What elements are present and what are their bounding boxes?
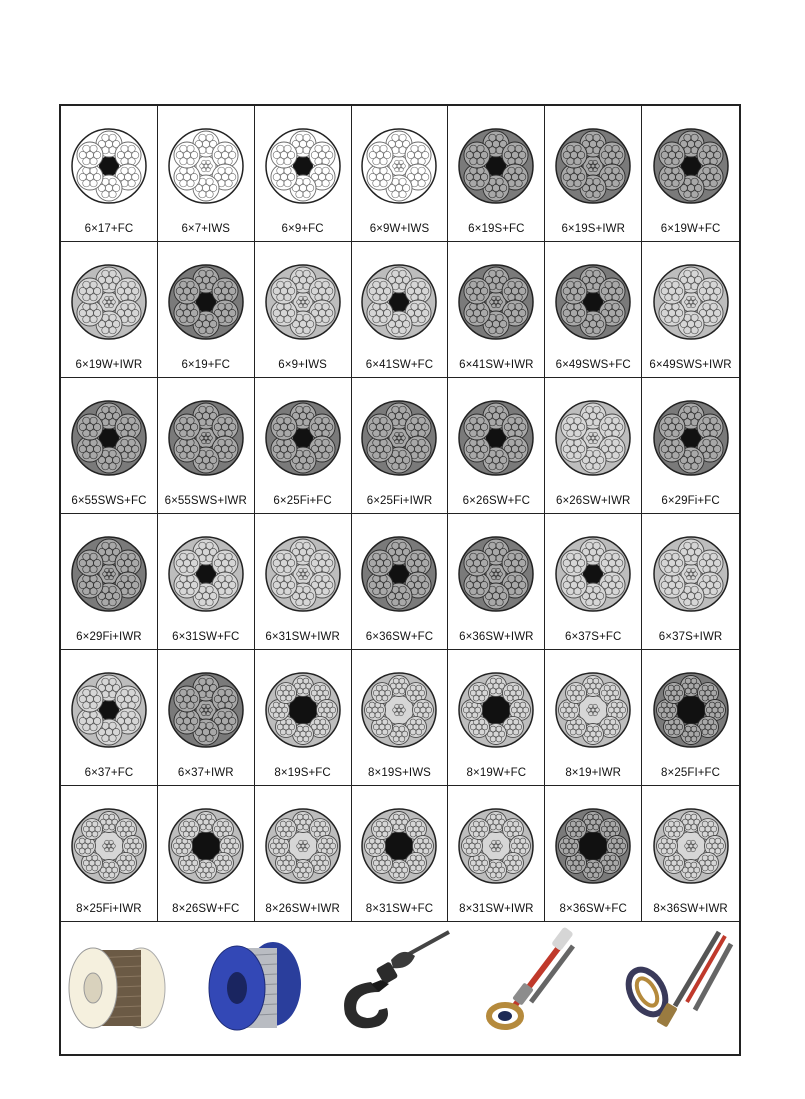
rope-label: 8×25Fi+IWR: [76, 903, 142, 915]
rope-cross-section-icon: [69, 398, 149, 478]
rope-cross-section-icon: [553, 534, 633, 614]
rope-cell: [158, 106, 255, 242]
catalog-sheet: [59, 104, 741, 1056]
rope-cross-section-icon: [651, 806, 731, 886]
rope-label: 6×55SWS+FC: [71, 495, 147, 507]
rope-label: 6×36SW+FC: [365, 631, 434, 643]
rope-label: 6×37+FC: [84, 767, 134, 779]
rope-cross-section-icon: [359, 806, 439, 886]
rope-cell: [255, 106, 352, 242]
rope-cell: [158, 514, 255, 650]
rope-label: 6×19+FC: [181, 359, 231, 371]
rope-cell: [352, 378, 449, 514]
rope-cell: [642, 650, 739, 786]
rope-cell: [61, 106, 158, 242]
rope-label: 6×9W+IWS: [369, 223, 430, 235]
rope-cross-section-icon: [166, 262, 246, 342]
rope-cell: [448, 786, 545, 922]
rope-label: 8×19+IWR: [565, 767, 622, 779]
rope-label: 6×31SW+FC: [172, 631, 240, 643]
rope-cross-section-icon: [456, 126, 536, 206]
rope-cell: [352, 650, 449, 786]
rope-label: 6×9+FC: [281, 223, 324, 235]
rope-cell: [448, 514, 545, 650]
rope-cross-section-icon: [456, 262, 536, 342]
rope-cell: [545, 242, 642, 378]
rope-cell: [352, 514, 449, 650]
rope-cross-section-icon: [456, 534, 536, 614]
rope-label: 6×7+IWS: [181, 223, 231, 235]
rope-cross-section-icon: [456, 670, 536, 750]
rope-cell: [61, 242, 158, 378]
rope-cell: [545, 106, 642, 242]
rope-cross-section-icon: [166, 534, 246, 614]
rope-label: 8×36SW+IWR: [653, 903, 728, 915]
rope-cell: [448, 106, 545, 242]
rope-cell: [545, 378, 642, 514]
rope-cell: [642, 106, 739, 242]
rope-cross-section-icon: [651, 398, 731, 478]
rope-label: 8×26SW+IWR: [265, 903, 340, 915]
coated-wire-rope-reel-image: [63, 926, 175, 1038]
rope-cross-section-icon: [263, 806, 343, 886]
rope-label: 8×31SW+FC: [365, 903, 434, 915]
rope-label: 6×36SW+IWR: [459, 631, 534, 643]
rope-cross-section-icon: [359, 398, 439, 478]
rope-cross-section-icon: [651, 670, 731, 750]
rope-label: 8×26SW+FC: [172, 903, 240, 915]
rope-cell: [642, 514, 739, 650]
rope-cell: [255, 242, 352, 378]
rope-cross-section-icon: [166, 398, 246, 478]
rope-cross-section-icon: [651, 262, 731, 342]
rope-label: 6×19S+IWR: [561, 223, 625, 235]
rope-cross-section-icon: [69, 806, 149, 886]
rope-label: 8×19S+IWS: [368, 767, 431, 779]
rope-cell: [158, 242, 255, 378]
rope-cell: [61, 786, 158, 922]
rope-label: 8×31SW+IWR: [459, 903, 534, 915]
rope-label: 6×26SW+IWR: [555, 495, 631, 507]
rope-cross-section-icon: [359, 534, 439, 614]
rope-cross-section-icon: [553, 262, 633, 342]
rope-cell: [352, 242, 449, 378]
rope-cross-section-icon: [456, 398, 536, 478]
rope-cell: [448, 378, 545, 514]
rope-label: 8×19S+FC: [274, 767, 331, 779]
rope-cell: [255, 650, 352, 786]
rope-label: 6×19W+IWR: [75, 359, 143, 371]
rope-label: 8×19W+FC: [466, 767, 527, 779]
rope-cross-section-icon: [553, 670, 633, 750]
rope-cross-section-icon: [263, 670, 343, 750]
rope-cell: [61, 514, 158, 650]
swivel-hook-image: [331, 926, 455, 1038]
rope-label: 8×36SW+FC: [559, 903, 627, 915]
rope-cell: [255, 786, 352, 922]
rope-cross-section-icon: [651, 126, 731, 206]
rope-cross-section-icon: [166, 670, 246, 750]
rope-cross-section-icon: [456, 806, 536, 886]
rope-cross-section-icon: [69, 670, 149, 750]
rope-cross-section-icon: [69, 126, 149, 206]
rope-cell: [352, 786, 449, 922]
rope-label: 6×26SW+FC: [462, 495, 531, 507]
rope-cross-section-icon: [69, 262, 149, 342]
rope-label: 6×9+IWS: [278, 359, 327, 371]
rope-label: 6×19W+FC: [660, 223, 721, 235]
rope-cell: [642, 786, 739, 922]
rope-cell: [545, 514, 642, 650]
rope-label: 6×37+IWR: [177, 767, 234, 779]
rope-cell: [255, 514, 352, 650]
rope-cross-section-icon: [263, 126, 343, 206]
rope-label: 6×41SW+FC: [365, 359, 434, 371]
wire-rope-sling-thimble-image: [473, 926, 585, 1038]
rope-cell: [158, 786, 255, 922]
rope-cross-section-icon: [651, 534, 731, 614]
rope-cross-section-icon: [553, 398, 633, 478]
rope-label: 6×37S+IWR: [658, 631, 723, 643]
rope-label: 6×55SWS+IWR: [164, 495, 247, 507]
rope-construction-grid: [61, 106, 739, 922]
rope-label: 6×25Fi+FC: [273, 495, 332, 507]
wire-rope-eye-sling-image: [621, 926, 737, 1038]
rope-cross-section-icon: [166, 806, 246, 886]
rope-cell: [255, 378, 352, 514]
rope-cell: [545, 786, 642, 922]
rope-cell: [158, 378, 255, 514]
galvanized-wire-rope-spool-image: [203, 926, 315, 1038]
rope-label: 6×29Fi+IWR: [76, 631, 142, 643]
rope-cross-section-icon: [263, 262, 343, 342]
rope-cell: [448, 650, 545, 786]
rope-cross-section-icon: [69, 534, 149, 614]
rope-cell: [61, 650, 158, 786]
rope-label: 6×49SWS+FC: [555, 359, 631, 371]
rope-cross-section-icon: [263, 398, 343, 478]
rope-label: 6×17+FC: [84, 223, 134, 235]
rope-cell: [448, 242, 545, 378]
rope-cell: [158, 650, 255, 786]
rope-cell: [545, 650, 642, 786]
rope-cell: [352, 106, 449, 242]
rope-cross-section-icon: [166, 126, 246, 206]
rope-label: 6×37S+FC: [565, 631, 622, 643]
rope-label: 6×49SWS+IWR: [649, 359, 732, 371]
rope-label: 6×41SW+IWR: [459, 359, 534, 371]
rope-cross-section-icon: [359, 670, 439, 750]
rope-label: 6×25Fi+IWR: [366, 495, 433, 507]
rope-cell: [61, 378, 158, 514]
rope-cell: [642, 378, 739, 514]
rope-label: 6×19S+FC: [468, 223, 525, 235]
rope-cell: [642, 242, 739, 378]
rope-label: 6×29Fi+FC: [661, 495, 720, 507]
rope-cross-section-icon: [263, 534, 343, 614]
rope-cross-section-icon: [359, 126, 439, 206]
product-photo-strip: [61, 922, 739, 1054]
rope-cross-section-icon: [359, 262, 439, 342]
rope-label: 8×25FI+FC: [661, 767, 721, 779]
rope-label: 6×31SW+IWR: [265, 631, 340, 643]
rope-cross-section-icon: [553, 806, 633, 886]
rope-cross-section-icon: [553, 126, 633, 206]
